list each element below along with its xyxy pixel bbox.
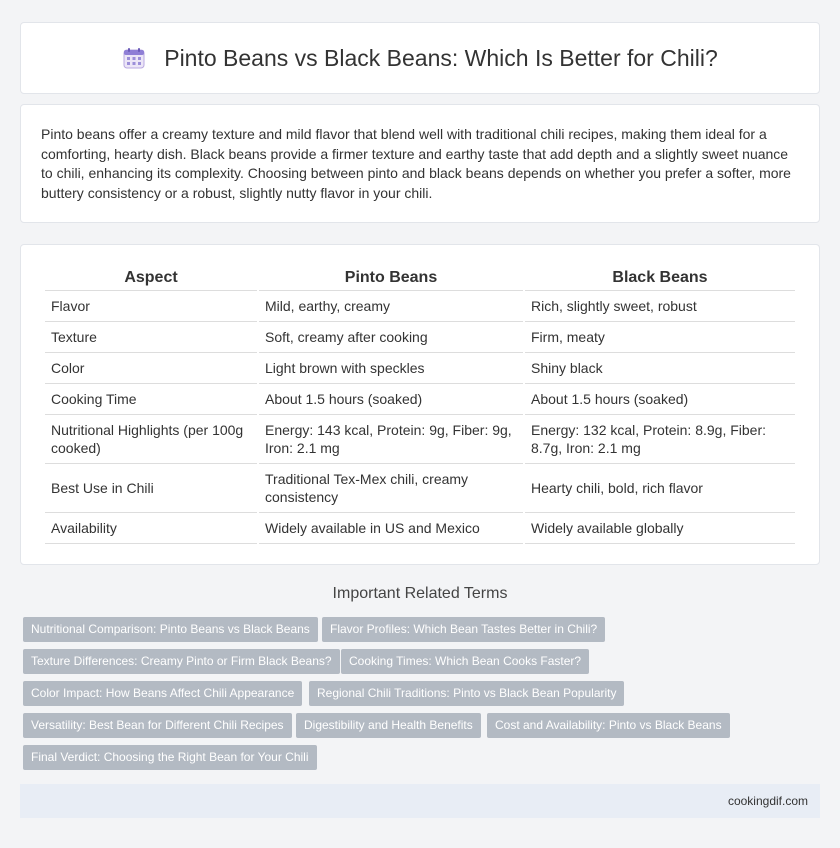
table-cell: Cooking Time	[45, 384, 257, 415]
intro-card	[20, 104, 820, 223]
related-term-tag[interactable]: Cooking Times: Which Bean Cooks Faster?	[341, 649, 589, 674]
header-card	[20, 22, 820, 94]
table-row	[45, 322, 795, 353]
related-term-tag[interactable]: Flavor Profiles: Which Bean Tastes Better in Chili?	[322, 617, 605, 642]
table-cell: Rich, slightly sweet, robust	[525, 291, 795, 322]
table-cell: Energy: 143 kcal, Protein: 9g, Fiber: 9g, Iron: 2.1 mg	[259, 415, 523, 464]
related-term-tag[interactable]: Digestibility and Health Benefits	[296, 713, 481, 738]
table-cell: Traditional Tex-Mex chili, creamy consistency	[259, 464, 523, 513]
intro-text: Pinto beans offer a creamy texture and mild flavor that blend well with traditional chili recipes, making them ideal for a comforting, hearty dish. Black beans provide a firmer texture and earthy taste that add depth and a slightly sweet nuance to chili, enhancing its complexity. Choosing between pinto and black beans depends on whether you prefer a softer, more buttery consistency or a robust, slightly nutty flavor in your chili.	[41, 126, 791, 201]
header-aspect: Aspect	[45, 264, 257, 291]
table-header-row	[45, 264, 795, 291]
related-terms-title: Important Related Terms	[332, 585, 508, 602]
related-term-tag[interactable]: Texture Differences: Creamy Pinto or Firm Black Beans?	[23, 649, 340, 674]
table-cell: About 1.5 hours (soaked)	[525, 384, 795, 415]
table-row	[45, 464, 795, 513]
footer-site-link[interactable]: cookingdif.com	[727, 794, 808, 808]
related-term-tag[interactable]: Versatility: Best Bean for Different Chili Recipes	[23, 713, 292, 738]
table-cell: Light brown with speckles	[259, 353, 523, 384]
table-cell: About 1.5 hours (soaked)	[259, 384, 523, 415]
table-row	[45, 353, 795, 384]
header-pinto: Pinto Beans	[259, 264, 523, 291]
related-term-tag[interactable]: Regional Chili Traditions: Pinto vs Black Bean Popularity	[309, 681, 624, 706]
related-term-tag[interactable]: Cost and Availability: Pinto vs Black Beans	[487, 713, 730, 738]
table-cell: Shiny black	[525, 353, 795, 384]
table-cell: Mild, earthy, creamy	[259, 291, 523, 322]
table-row	[45, 415, 795, 464]
header-black: Black Beans	[525, 264, 795, 291]
table-cell: Color	[45, 353, 257, 384]
table-cell: Soft, creamy after cooking	[259, 322, 523, 353]
related-term-tag[interactable]: Nutritional Comparison: Pinto Beans vs Black Beans	[23, 617, 318, 642]
table-cell: Availability	[45, 513, 257, 544]
table-cell: Nutritional Highlights (per 100g cooked)	[45, 415, 257, 464]
page-title: Pinto Beans vs Black Beans: Which Is Better for Chili?	[164, 44, 718, 71]
table-cell: Widely available in US and Mexico	[259, 513, 523, 544]
calendar-icon	[122, 46, 146, 70]
table-cell: Energy: 132 kcal, Protein: 8.9g, Fiber: 8.7g, Iron: 2.1 mg	[525, 415, 795, 464]
table-cell: Texture	[45, 322, 257, 353]
footer	[20, 784, 820, 818]
table-row	[45, 384, 795, 415]
related-term-tag[interactable]: Color Impact: How Beans Affect Chili Appearance	[23, 681, 302, 706]
table-cell: Flavor	[45, 291, 257, 322]
table-cell: Widely available globally	[525, 513, 795, 544]
table-cell: Firm, meaty	[525, 322, 795, 353]
comparison-table-card	[20, 244, 820, 565]
related-term-tag[interactable]: Final Verdict: Choosing the Right Bean for Your Chili	[23, 745, 317, 770]
table-row	[45, 291, 795, 322]
table-row	[45, 513, 795, 544]
table-cell: Best Use in Chili	[45, 464, 257, 513]
table-cell: Hearty chili, bold, rich flavor	[525, 464, 795, 513]
comparison-table	[43, 264, 797, 544]
